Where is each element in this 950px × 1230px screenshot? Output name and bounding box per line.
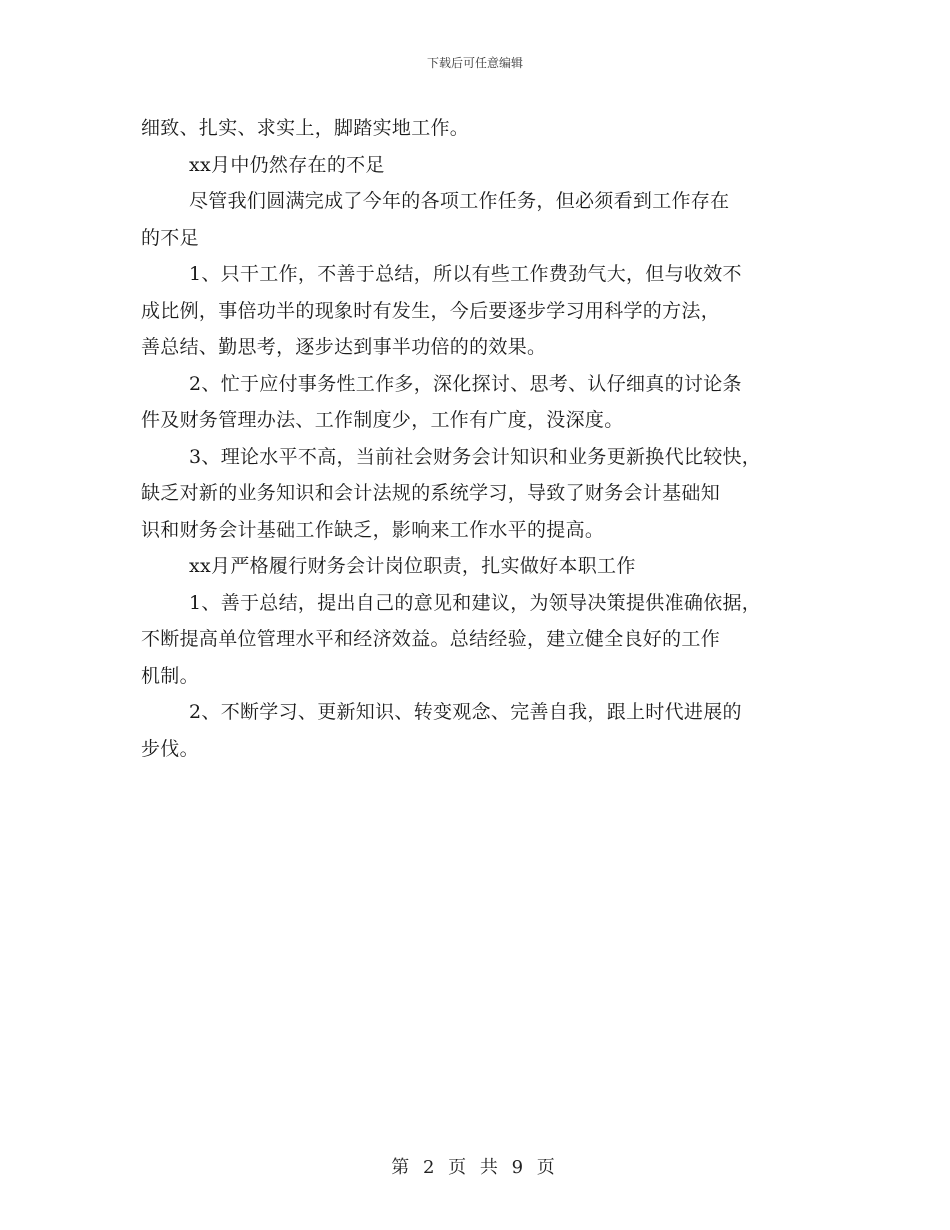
text-line-9: 件及财务管理办法、工作制度少，工作有广度，没深度。 — [141, 409, 624, 431]
text-line-7: 善总结、勤思考，逐步达到事半功倍的的效果。 — [141, 336, 547, 358]
section-heading-duties: xx月严格履行财务会计岗位职责，扎实做好本职工作 — [189, 555, 636, 577]
text-line-15: 不断提高单位管理水平和经济效益。总结经验，建立健全良好的工作 — [141, 628, 721, 650]
text-line-17: 2、不断学习、更新知识、转变观念、完善自我，跟上时代进展的 — [189, 701, 742, 723]
text-line-8: 2、忙于应付事务性工作多，深化探讨、思考、认仔细真的讨论条 — [189, 372, 742, 395]
text-line-4: 的不足 — [141, 226, 199, 249]
text-line-16: 机制。 — [141, 664, 199, 687]
text-line-10: 3、理论水平不高，当前社会财务会计知识和业务更新换代比较快， — [189, 445, 762, 468]
text-line-3: 尽管我们圆满完成了今年的各项工作任务，但必须看到工作存在 — [189, 190, 730, 212]
page-number: 第 2 页 共 9 页 — [391, 1157, 559, 1178]
text-line-11: 缺乏对新的业务知识和会计法规的系统学习，导致了财务会计基础知 — [141, 482, 721, 504]
text-line-18: 步伐。 — [141, 737, 199, 760]
text-line-14: 1、善于总结，提出自己的意见和建议，为领导决策提供准确依据， — [189, 591, 762, 614]
page-header: 下载后可任意编辑 — [426, 56, 523, 70]
section-heading-shortcomings: xx月中仍然存在的不足 — [189, 153, 385, 176]
text-line-5: 1、只干工作，不善于总结，所以有些工作费劲气大，但与收效不 — [189, 263, 742, 285]
text-line-6: 成比例，事倍功半的现象时有发生，今后要逐步学习用科学的方法， — [141, 299, 721, 322]
text-line-12: 识和财务会计基础工作缺乏，影响来工作水平的提高。 — [141, 518, 605, 541]
text-line-1: 细致、扎实、求实上，脚踏实地工作。 — [141, 117, 470, 139]
document-body — [141, 110, 821, 767]
